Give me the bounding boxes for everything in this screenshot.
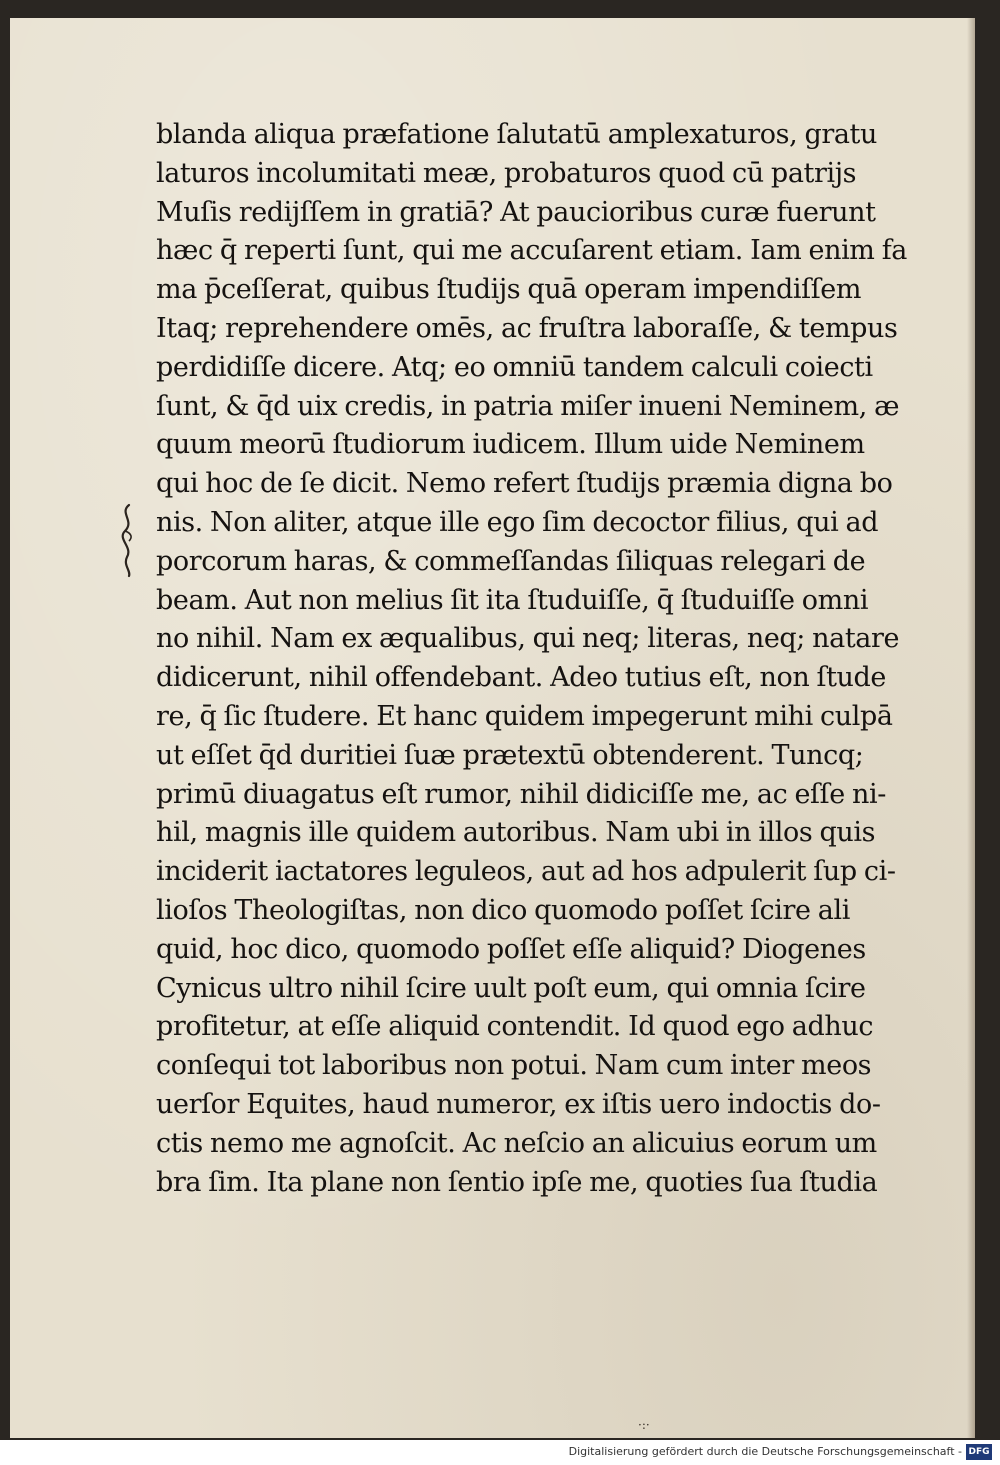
text-line: primū diuagatus eſt rumor, nihil didiciſſe me, ac eſſe ni- [156,778,886,810]
text-line: ſunt, & q̄d uix credis, in patria miſer inueni Neminem, æ [156,390,900,422]
text-line: quid, hoc dico, quomodo poſſet eſſe aliquid? Diogenes [156,933,866,965]
text-line: ctis nemo me agnoſcit. Ac neſcio an alicuius eorum um [156,1127,877,1159]
text-line: ut eſſet q̄d duritiei ſuæ prætextū obtenderent. Tuncq; [156,739,864,771]
text-line: hil, magnis ille quidem autoribus. Nam ubi in illos quis [156,817,876,849]
page-edge-shadow [967,18,975,1438]
text-line: laturos incolumitati meæ, probaturos quod cū patrijs [156,157,857,189]
text-line: didicerunt, nihil offendebant. Adeo tutius eſt, non ſtude [156,662,887,694]
text-line: no nihil. Nam ex æqualibus, qui neq; literas, neq; natare [156,623,900,655]
funding-credit: Digitalisierung gefördert durch die Deutsche Forschungsgemeinschaft - [568,1445,962,1458]
marginal-manicule-mark [115,503,141,578]
text-line: Muſis redijſſem in gratiā? At paucioribus curæ fuerunt [156,196,876,228]
text-line: bra ſim. Ita plane non ſentio ipſe me, quoties ſua ſtudia [156,1166,878,1198]
body-text [156,116,946,1202]
text-line: uerſor Equites, haud numeror, ex iſtis uero indoctis do- [156,1088,881,1120]
text-line: profitetur, at eſſe aliquid contendit. Id quod ego adhuc [156,1011,874,1043]
book-page [10,18,975,1438]
text-line: conſequi tot laboribus non potui. Nam cum inter meos [156,1050,872,1082]
text-line: ma p̄ceſſerat, quibus ſtudijs quā operam impendiſſem [156,274,862,306]
text-line: quum meorū ſtudiorum iudicem. Illum uide Neminem [156,429,865,461]
text-line: re, q̄ ſic ſtudere. Et hanc quidem impegerunt mihi culpā [156,700,893,732]
foliation-mark: ·:· [638,1418,650,1432]
text-line: blanda aliqua præfatione ſalutatū amplexaturos, gratu [156,119,877,150]
text-line: Itaq; reprehendere omēs, ac fruſtra laboraſſe, & tempus [156,312,898,344]
text-line: nis. Non aliter, atque ille ego ſim decoctor filius, qui ad [156,506,879,538]
text-line: lioſos Theologiſtas, non dico quomodo poſſet ſcire ali [156,894,850,926]
text-line: beam. Aut non melius ſit ita ſtuduiſſe, q̄ ſtuduiſſe omni [156,584,869,616]
text-line: Cynicus ultro nihil ſcire uult poſt eum, qui omnia ſcire [156,972,866,1004]
dfg-logo: DFG [966,1444,992,1460]
text-line: inciderit iactatores leguleos, aut ad hos adpulerit ſup ci- [156,856,896,888]
text-line: hæc q̄ reperti ſunt, qui me accuſarent etiam. Iam enim fa [156,235,907,267]
text-line: porcorum haras, & commeſſandas ſiliquas relegari de [156,545,866,577]
digitization-footer [0,1440,1000,1465]
text-line: perdidiſſe dicere. Atq; eo omniū tandem calculi coiecti [156,351,873,383]
text-line: qui hoc de ſe dicit. Nemo refert ſtudijs præmia digna bo [156,468,893,500]
